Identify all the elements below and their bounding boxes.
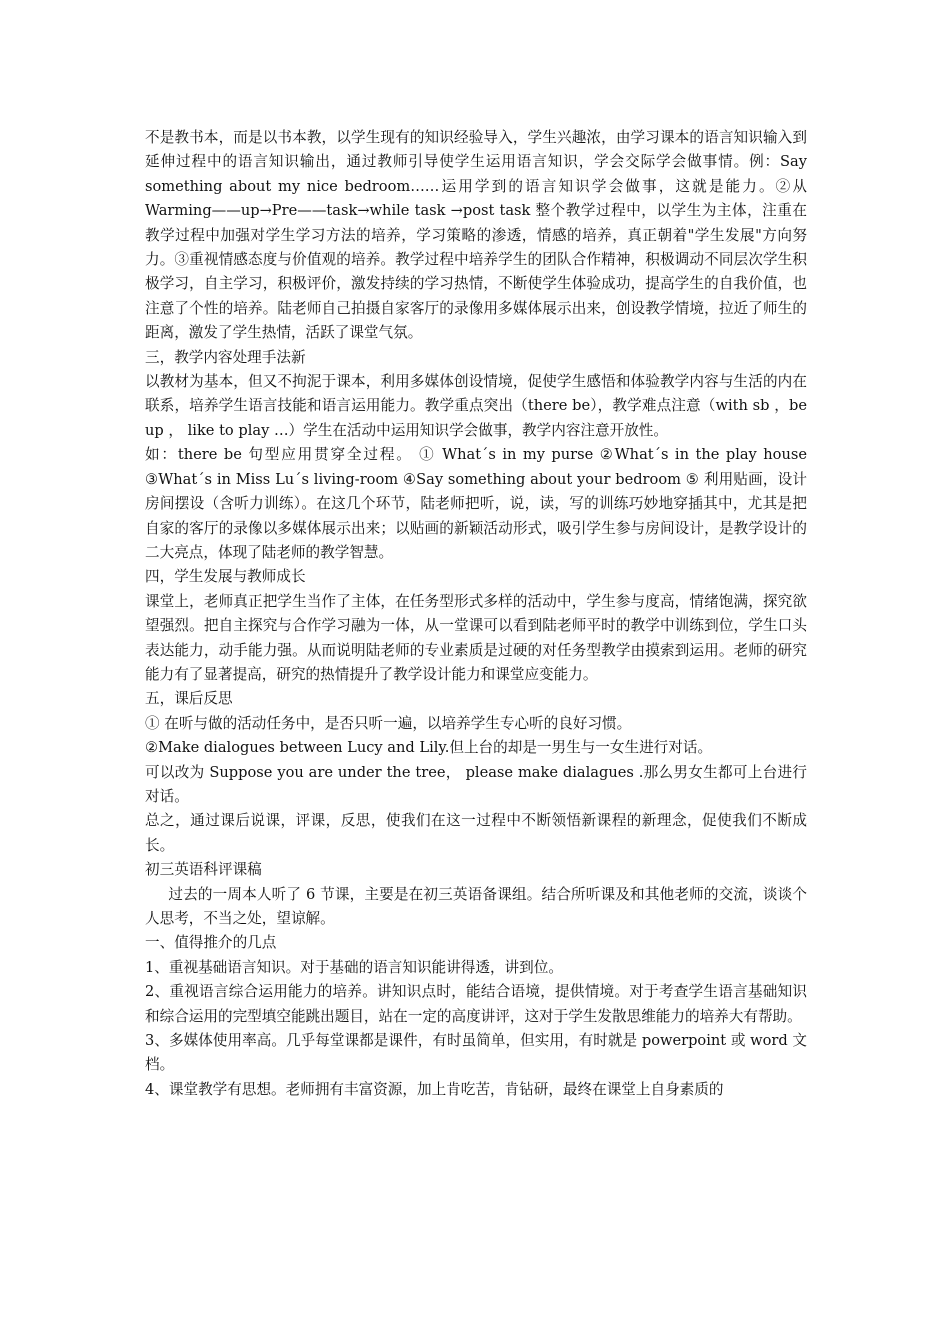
paragraph: 总之，通过课后说课，评课，反思，使我们在这一过程中不断领悟新课程的新理念，促使我们不断成长。 xyxy=(145,812,807,854)
document-body xyxy=(145,126,807,1102)
section-heading: 四，学生发展与教师成长 xyxy=(145,568,306,586)
paragraph: ②Make dialogues between Lucy and Lily.但上台的却是一男生与一女生进行对话。 xyxy=(145,739,713,757)
paragraph: 如：there be 句型应用贯穿全过程。 ① What´s in my purse ②What´s in the play house ③What´s in Miss Lu´s living-room ④Say something about your bedroom ⑤ 利用贴画，设计房间摆设（含听力训练）。在这几个环节，陆老师把听，说，读，写的训练巧妙地穿插其中，尤其是把自家的客厅的录像以多媒体展示出来；以贴画的新颖活动形式，吸引学生参与房间设计，是教学设计的二大亮点，体现了陆老师的教学智慧。 xyxy=(145,446,807,561)
section-heading: 三，教学内容处理手法新 xyxy=(145,348,306,366)
list-item: 3、多媒体使用率高。几乎每堂课都是课件，有时虽简单，但实用，有时就是 powerpoint 或 word 文档。 xyxy=(145,1032,807,1074)
paragraph: ① 在听与做的活动任务中，是否只听一遍，以培养学生专心听的良好习惯。 xyxy=(145,714,632,732)
paragraph: 不是教书本，而是以书本教，以学生现有的知识经验导入，学生兴趣浓，由学习课本的语言知识输入到延伸过程中的语言知识输出，通过教师引导使学生运用语言知识，学会交际学会做事情。例：Say something about my nice bedroom……运用学到的语言知识学会做事，这就是能力。②从 Warming——up→Pre——task→while task →post task 整个教学过程中，以学生为主体，注重在教学过程中加强对学生学习方法的培养，学习策略的渗透，情感的培养，真正朝着"学生发展"方向努力。③重视情感态度与价值观的培养。教学过程中培养学生的团队合作精神，积极调动不同层次学生积极学习，自主学习，积极评价，激发持续的学习热情，不断使学生体验成功，提高学生的自我价值，也注意了个性的培养。陆老师自己拍摄自家客厅的录像用多媒体展示出来，创设教学情境，拉近了师生的距离，激发了学生热情，活跃了课堂气氛。 xyxy=(145,129,807,342)
section-heading: 一、值得推介的几点 xyxy=(145,934,277,952)
document-title: 初三英语科评课稿 xyxy=(145,861,262,879)
paragraph: 课堂上，老师真正把学生当作了主体，在任务型形式多样的活动中，学生参与度高，情绪饱满，探究欲望强烈。把自主探究与合作学习融为一体，从一堂课可以看到陆老师平时的教学中训练到位，学生口头表达能力，动手能力强。从而说明陆老师的专业素质是过硬的对任务型教学由摸索到运用。老师的研究能力有了显著提高，研究的热情提升了教学设计能力和课堂应变能力。 xyxy=(145,592,807,683)
section-heading: 五，课后反思 xyxy=(145,690,233,708)
list-item: 1、重视基础语言知识。对于基础的语言知识能讲得透，讲到位。 xyxy=(145,958,563,976)
list-item: 2、重视语言综合运用能力的培养。讲知识点时，能结合语境，提供情境。对于考查学生语言基础知识和综合运用的完型填空能跳出题目，站在一定的高度讲评，这对于学生发散思维能力的培养大有帮助。 xyxy=(145,983,807,1025)
paragraph: 可以改为 Suppose you are under the tree， please make dialagues .那么男女生都可上台进行对话。 xyxy=(145,763,807,805)
paragraph: 以教材为基本，但又不拘泥于课本，利用多媒体创设情境，促使学生感悟和体验教学内容与生活的内在联系，培养学生语言技能和语言运用能力。教学重点突出（there be），教学难点注意（with sb ，be up ， like to play …）学生在活动中运用知识学会做事，教学内容注意开放性。 xyxy=(145,373,807,439)
list-item: 4、课堂教学有思想。老师拥有丰富资源，加上肯吃苦，肯钻研，最终在课堂上自身素质的 xyxy=(145,1080,724,1098)
paragraph: 过去的一周本人听了 6 节课，主要是在初三英语备课组。结合所听课及和其他老师的交流，谈谈个人思考，不当之处，望谅解。 xyxy=(145,885,807,927)
